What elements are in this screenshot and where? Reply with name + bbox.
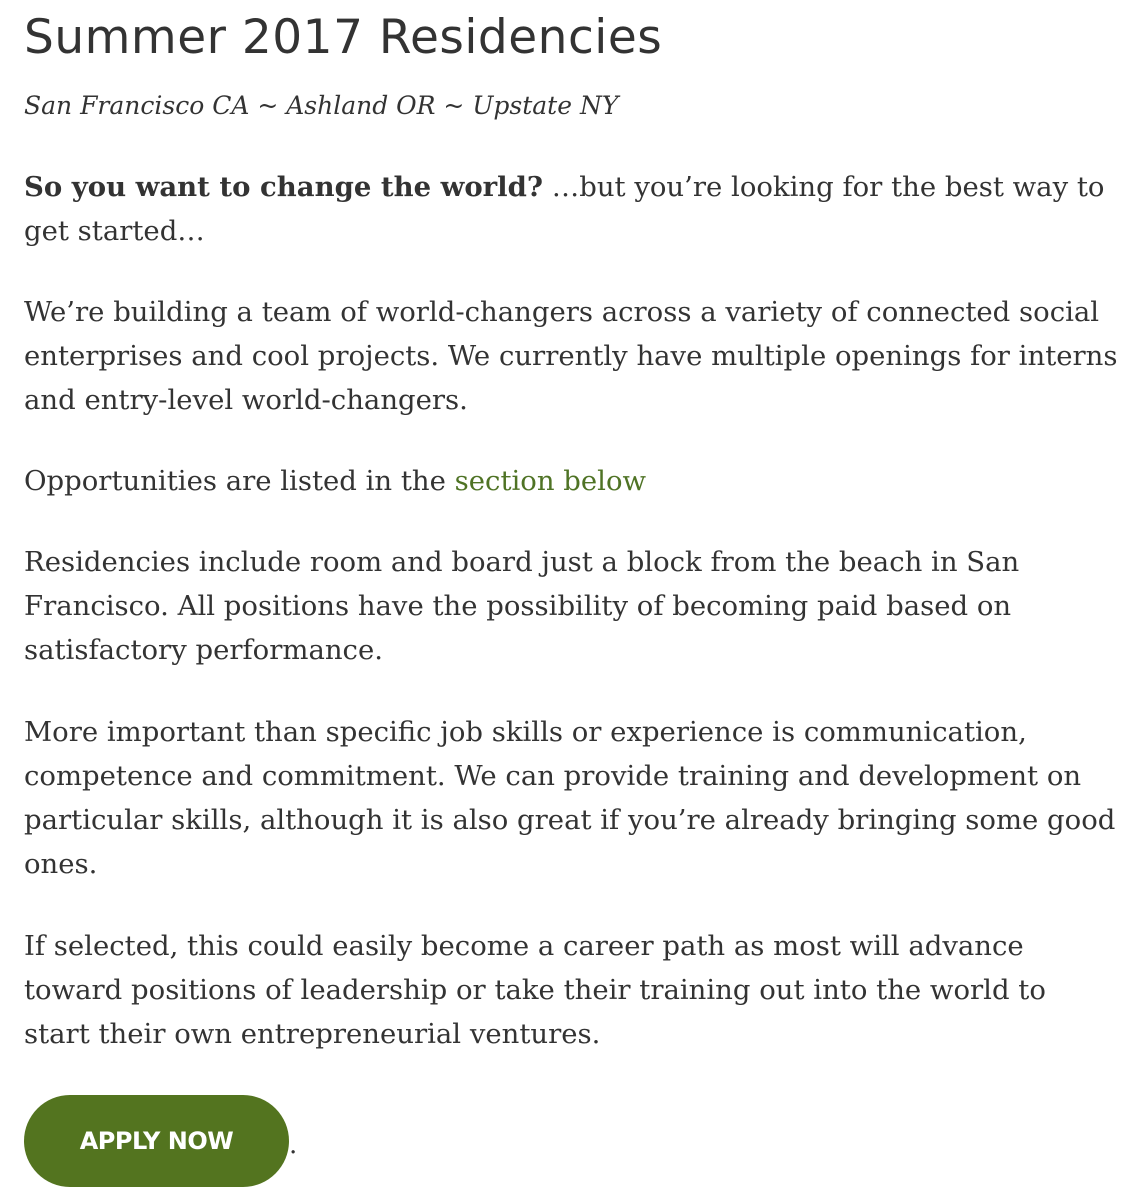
intro-paragraph	[24, 165, 1119, 253]
opportunities-paragraph	[24, 459, 1119, 503]
skills-paragraph: More important than specific job skills or experience is communication, competence and commitment. We can provide training and development on particular skills, although it is also great if you’re already bringing some good ones.	[24, 716, 1116, 880]
team-paragraph: We’re building a team of world-changers across a variety of connected social enterprises and cool projects. We currently have multiple openings for interns and entry-level world-changers.	[24, 296, 1118, 416]
apply-trailing-period: .	[289, 1130, 298, 1160]
section-below-link[interactable]: section below	[454, 465, 647, 497]
intro-rest-text: …but you’re looking for the best way to get started…	[24, 171, 1105, 247]
page-title: Summer 2017 Residencies	[24, 10, 663, 65]
locations-subtitle: San Francisco CA ~ Ashland OR ~ Upstate NY	[24, 91, 619, 120]
career-paragraph: If selected, this could easily become a career path as most will advance toward positions of leadership or take their training out into the world to start their own entrepreneurial ventures.	[24, 930, 1046, 1050]
intro-bold-text: So you want to change the world?	[24, 171, 543, 203]
apply-row	[24, 1095, 297, 1187]
residencies-paragraph: Residencies include room and board just a block from the beach in San Francisco. All positions have the possibility of becoming paid based on satisfactory performance.	[24, 546, 1020, 666]
apply-now-button[interactable]: APPLY NOW	[24, 1095, 289, 1187]
opportunities-prefix: Opportunities are listed in the	[24, 465, 455, 497]
